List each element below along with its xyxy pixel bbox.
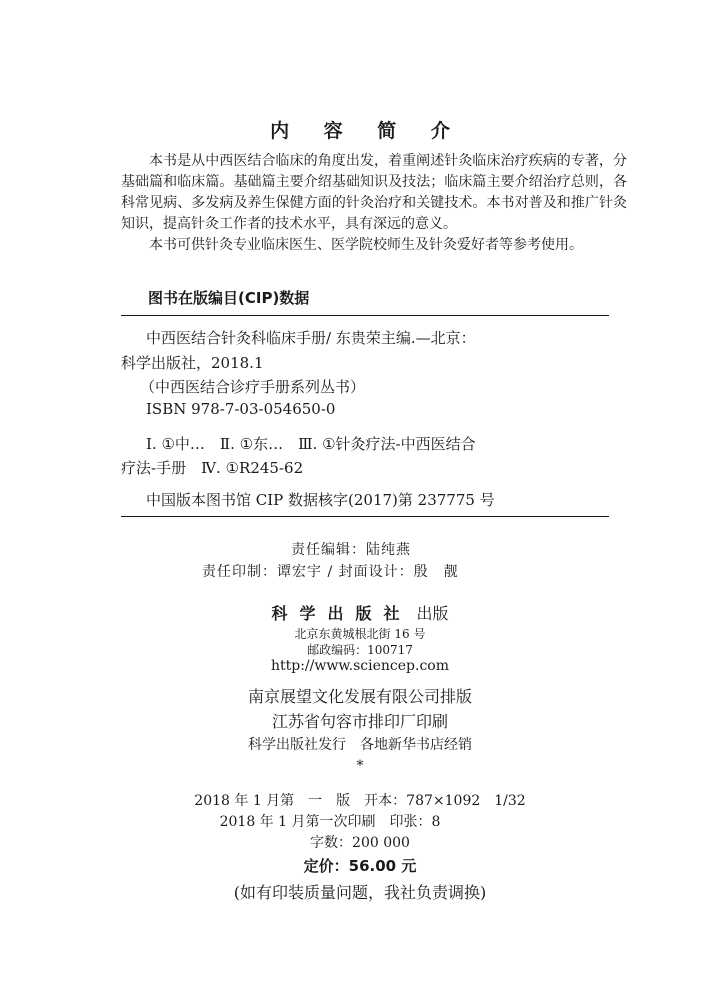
price: 定价：56.00 元	[303, 857, 417, 875]
intro-block	[121, 151, 627, 256]
intro-paragraph-1: 本书是从中西医结合临床的角度出发，着重阐述针灸临床治疗疾病的专著，分基础篇和临床篇。基础篇主要介绍基础知识及技法；临床篇主要介绍治疗总则，各科常见病、多发病及养生保健方面的针灸治疗和关键技术。本书对普及和推广针灸知识，提高针灸工作者的技术水平，具有深远的意义。	[121, 153, 627, 232]
impression-line: 2018 年 1 月第一次印刷 印张：8	[219, 814, 441, 830]
responsible-editor: 责任编辑：陆纯燕	[291, 542, 411, 558]
cip-bottom-rule	[121, 516, 609, 517]
typesetter: 南京展望文化发展有限公司排版	[247, 687, 472, 706]
separator-star: *	[356, 758, 364, 774]
publisher-line	[0, 601, 720, 624]
cip-classification-2: 疗法-手册 Ⅳ. ①R245-62	[121, 459, 304, 477]
word-count: 字数：200 000	[310, 835, 410, 851]
publisher-name: 科学出版社	[271, 604, 412, 623]
print-and-cover-credits: 责任印制：谭宏宇 / 封面设计：殷 靓	[202, 564, 459, 580]
intro-paragraph-2: 本书可供针灸专业临床医生、医学院校师生及针灸爱好者等参考使用。	[149, 237, 583, 253]
edition-line: 2018 年 1 月第 一 版 开本：787×1092 1/32	[194, 793, 526, 809]
publisher-postcode: 邮政编码：100717	[307, 643, 413, 657]
cip-isbn: ISBN 978-7-03-054650-0	[146, 400, 336, 418]
publisher-address: 北京东黄城根北街 16 号	[294, 627, 426, 641]
cip-record-number: 中国版本图书馆 CIP 数据核字(2017)第 237775 号	[146, 491, 495, 509]
publisher-suffix: 出版	[416, 604, 449, 623]
cip-top-rule	[121, 315, 609, 316]
distribution: 科学出版社发行 各地新华书店经销	[248, 737, 472, 753]
cip-series: （中西医结合诊疗手册系列丛书）	[140, 378, 366, 396]
page-title: 内 容 简 介	[270, 120, 464, 142]
publisher-url: http://www.sciencep.com	[270, 658, 449, 674]
cip-classification-1: Ⅰ. ①中… Ⅱ. ①东… Ⅲ. ①针灸疗法-中西医结合	[146, 435, 476, 453]
printer: 江苏省句容市排印厂印刷	[271, 712, 448, 731]
quality-notice: (如有印装质量问题，我社负责调换)	[233, 883, 487, 902]
cip-heading: 图书在版编目(CIP)数据	[148, 289, 310, 307]
cip-line-1: 中西医结合针灸科临床手册/ 东贵荣主编.—北京：	[146, 329, 476, 347]
cip-line-2: 科学出版社，2018.1	[121, 354, 264, 372]
